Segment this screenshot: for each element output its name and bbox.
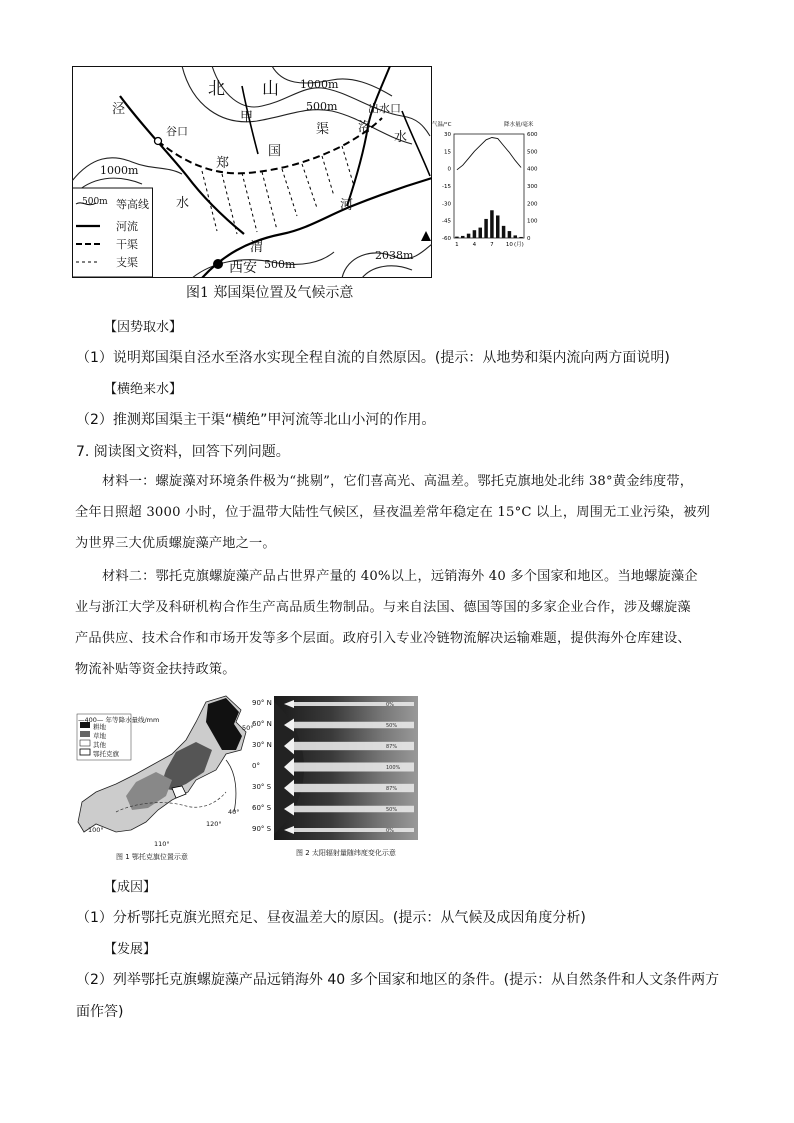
label-contour-1000-top: 1000m: [300, 78, 339, 91]
label-shan: 山: [262, 79, 279, 99]
map-legend-title: —400— 年等降水量线/mm: [78, 716, 160, 724]
map-legend-etuoke: 鄂托克旗: [93, 750, 119, 758]
temp-tick-label: -30: [442, 201, 451, 208]
precip-bar: [484, 219, 488, 238]
precip-bar: [467, 234, 471, 238]
temp-tick-label: 0: [447, 166, 451, 173]
precip-tick-label: 500: [527, 149, 538, 156]
material-2-line-4: 物流补贴等资金扶持政策。: [75, 662, 236, 677]
month-unit-label: (月): [514, 242, 524, 248]
zhengguo-canal-map: [72, 66, 432, 278]
temp-tick-label: 15: [444, 149, 451, 156]
month-tick-label: 1: [455, 242, 459, 248]
precip-bar: [455, 237, 459, 238]
material-1-line-2: 全年日照超 3000 小时，位于温带大陆性气候区，昼夜温差常年稳定在 15°C 以上，周围无工业污染，被列: [75, 505, 711, 520]
climate-chart: [430, 118, 552, 250]
label-shui-right: 水: [394, 130, 408, 145]
map-lon-100: 100°: [88, 826, 104, 834]
radiation-arrowhead: [284, 700, 294, 708]
radiation-latitude-label: 60° N: [252, 720, 272, 728]
question-7-2-line-2: 面作答): [76, 1004, 124, 1020]
radiation-arrowhead: [284, 826, 294, 834]
precip-tick-label: 100: [527, 218, 538, 225]
label-luo: 洛: [358, 120, 372, 135]
map-lon-110: 110°: [154, 840, 170, 848]
solar-radiation-figure: [252, 694, 422, 864]
precip-bar: [514, 235, 518, 238]
question-7-2-line-1: （2）列举鄂托克旗螺旋藻产品远销海外 40 多个国家和地区的条件。(提示：从自然条件和人文条件两方: [76, 972, 720, 988]
map-caption: 图 1 鄂托克旗位置示意: [116, 853, 188, 861]
radiation-latitude-label: 30° S: [252, 783, 272, 791]
legend-river-label: 河流: [116, 220, 138, 233]
precip-bar: [508, 231, 512, 238]
radiation-latitude-label: 60° S: [252, 804, 272, 812]
label-contour-500-bottom: 500m: [264, 258, 296, 271]
map-legend-grassland: 草地: [93, 732, 106, 740]
radiation-arrows: [274, 696, 418, 840]
label-qu: 渠: [316, 122, 330, 137]
precip-bar: [519, 237, 523, 238]
precip-axis-label: 降水量/毫米: [504, 122, 534, 128]
legend-main-canal-label: 干渠: [116, 238, 138, 251]
legend-contour-prefix: 500m: [82, 197, 108, 207]
radiation-value: 100%: [386, 765, 401, 771]
precip-bar: [479, 228, 483, 238]
month-tick-label: 10: [505, 242, 513, 248]
label-contour-500-top: 500m: [306, 100, 338, 113]
month-tick-label: 4: [472, 242, 477, 248]
radiation-latitude-label: 90° S: [252, 825, 272, 833]
radiation-latitude-label: 90° N: [252, 699, 272, 707]
temp-axis-label: 气温/°C: [432, 122, 452, 128]
radiation-value: 87%: [386, 786, 398, 792]
precip-tick-label: 300: [527, 184, 538, 190]
precip-tick-label: 600: [527, 132, 538, 138]
heading-hengjue: 【横绝来水】: [104, 382, 183, 397]
radiation-value: 0%: [386, 828, 394, 834]
label-zheng: 郑: [216, 156, 230, 171]
label-xian: 西安: [229, 260, 257, 276]
radiation-value: 87%: [386, 744, 398, 750]
temp-tick-label: -45: [442, 218, 451, 225]
climate-chart-svg: [430, 118, 552, 250]
label-peak-elevation: 2038m: [375, 249, 414, 262]
label-jia: 甲: [240, 110, 254, 125]
month-tick-label: 7: [490, 242, 494, 248]
label-outlet: 出水口: [368, 102, 401, 115]
map-lat-50: 50°: [242, 724, 254, 732]
radiation-caption: 图 2 太阳辐射量随纬度变化示意: [296, 849, 396, 857]
material-2-line-3: 产品供应、技术合作和市场开发等多个层面。政府引入专业冷链物流解决运输难题，提供海外仓库建设、: [75, 631, 691, 646]
question-7-intro: 7. 阅读图文资料，回答下列问题。: [76, 444, 290, 460]
question-1-2: （2）推测郑国渠主干渠“横绝”甲河流等北山小河的作用。: [76, 412, 436, 428]
radiation-latitude-label: 30° N: [252, 741, 272, 749]
question-7-1: （1）分析鄂托克旗光照充足、昼夜温差大的原因。(提示：从气候及成因角度分析): [76, 910, 586, 926]
question-1-1: （1）说明郑国渠自泾水至洛水实现全程自流的自然原因。(提示：从地势和渠内流向两方面说明): [76, 350, 670, 366]
heading-chengyin: 【成因】: [104, 880, 157, 895]
temperature-line: [457, 138, 521, 170]
heading-yinshi: 【因势取水】: [104, 320, 183, 335]
radiation-value: 0%: [386, 702, 394, 708]
map-lon-120: 120°: [206, 820, 222, 828]
material-1-line-3: 为世界三大优质螺旋藻产地之一。: [75, 536, 276, 551]
label-contour-1000-left: 1000m: [100, 164, 139, 177]
label-jing: 泾: [112, 102, 126, 117]
heading-fazhan: 【发展】: [104, 942, 157, 957]
precip-bar: [490, 210, 494, 238]
plot-frame: [454, 134, 524, 238]
material-2-line-2: 业与浙江大学及科研机构合作生产高品质生物制品。与来自法国、德国等国的多家企业合作，涉及螺旋藻: [75, 600, 691, 615]
temp-tick-label: -60: [442, 236, 451, 242]
map-legend-other: 其他: [93, 741, 106, 749]
material-1-line-1: 材料一：螺旋藻对环境条件极为“挑剔”，它们喜高光、高温差。鄂托克旗地处北纬 38°黄金纬度带，: [102, 474, 694, 489]
precip-bar: [473, 230, 477, 238]
precip-tick-label: 0: [527, 236, 531, 242]
label-he: 河: [340, 198, 354, 213]
label-gukou: 谷口: [166, 125, 188, 138]
radiation-value: 50%: [386, 807, 398, 813]
precip-bar: [496, 215, 500, 238]
ordos-location-map: [76, 692, 258, 864]
legend-contour-label: 等高线: [116, 198, 149, 211]
precip-tick-label: 400: [527, 166, 538, 173]
precip-tick-label: 200: [527, 201, 538, 208]
label-wei: 渭: [250, 240, 264, 255]
legend-branch-canal-label: 支渠: [116, 256, 138, 269]
radiation-beam: [292, 702, 414, 706]
temp-tick-label: -15: [442, 184, 451, 190]
map-lat-40: 40°: [228, 808, 240, 816]
figure1-caption: 图1 郑国渠位置及气候示意: [186, 285, 354, 301]
radiation-value: 50%: [386, 723, 398, 729]
radiation-latitude-label: 0°: [252, 762, 260, 770]
radiation-beam: [292, 828, 414, 832]
label-guo: 国: [268, 144, 282, 159]
label-bei: 北: [208, 79, 225, 99]
label-shui-left: 水: [176, 196, 190, 211]
precip-bar: [502, 226, 506, 238]
precip-bar: [461, 236, 465, 238]
material-2-line-1: 材料二：鄂托克旗螺旋藻产品占世界产量的 40%以上，远销海外 40 多个国家和地区。当地螺旋藻企: [102, 569, 698, 584]
temp-tick-label: 30: [444, 132, 451, 138]
map-legend-farmland: 耕地: [93, 723, 106, 731]
